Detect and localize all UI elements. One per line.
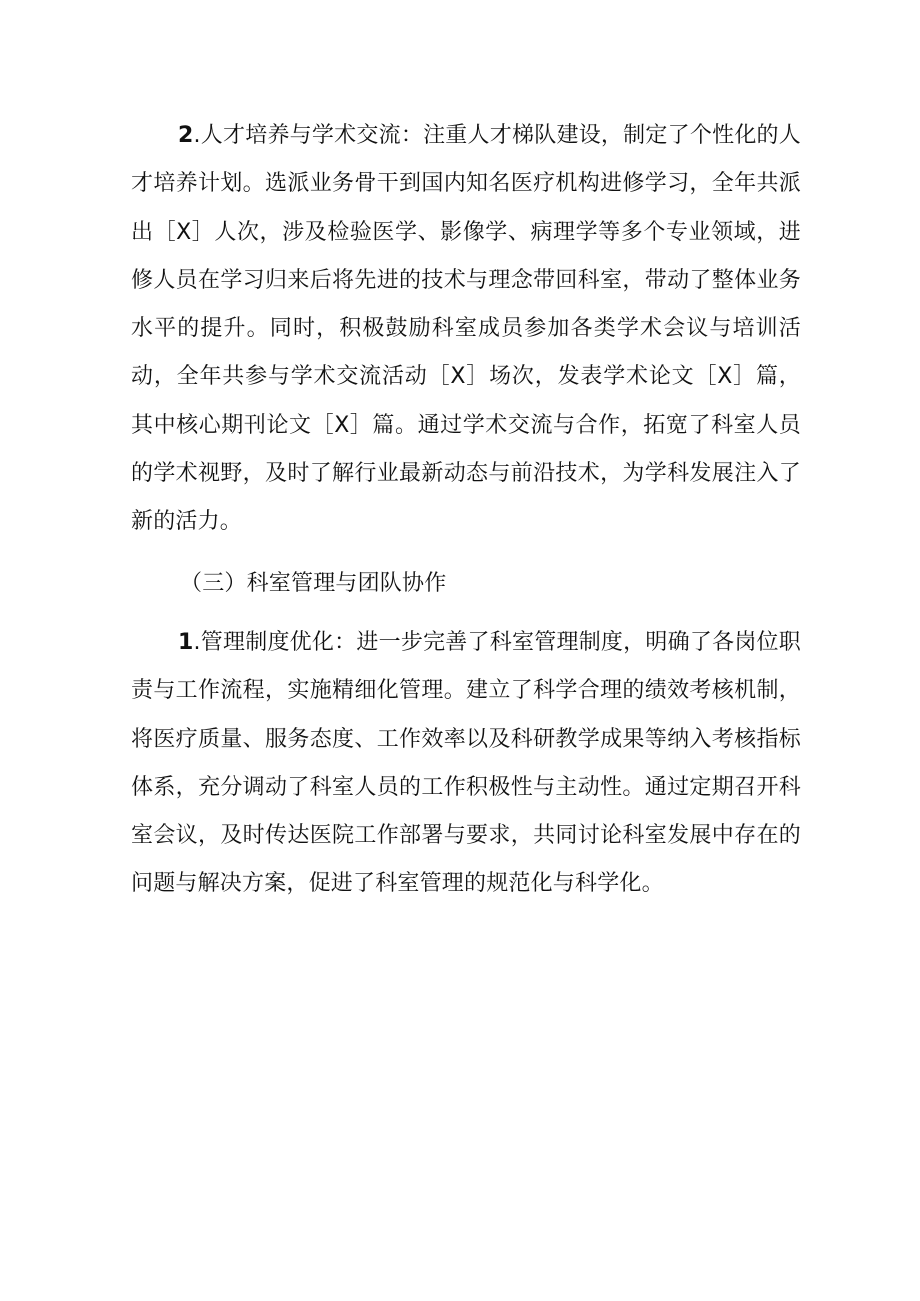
paragraph-text: .人才培养与学术交流：注重人才梯队建设，制定了个性化的人才培养计划。选派业务骨干到国内知名医疗机构进修学习，全年共派出［X］人次，涉及检验医学、影像学、病理学等多个专业领域，进修人员在学习归来后将先进的技术与理念带回科室，带动了整体业务水平的提升。同时，积极鼓励科室成员参加各类学术会议与培训活动，全年共参与学术交流活动［X］场次，发表学术论文［X］篇，其中核心期刊论文［X］篇。通过学术交流与合作，拓宽了科室人员的学术视野，及时了解行业最新动态与前沿技术，为学科发展注入了新的活力。 [131, 123, 801, 535]
item-number: 1 [178, 630, 194, 655]
paragraph-text: .管理制度优化：进一步完善了科室管理制度，明确了各岗位职责与工作流程，实施精细化管理。建立了科学合理的绩效考核机制，将医疗质量、服务态度、工作效率以及科研教学成果等纳入考核指标体系，充分调动了科室人员的工作积极性与主动性。通过定期召开科室会议，及时传达医院工作部署与要求，共同讨论科室发展中存在的问题与解决方案，促进了科室管理的规范化与科学化。 [131, 630, 801, 897]
paragraph-body [131, 112, 801, 547]
paragraph-talent-training [131, 112, 801, 547]
item-number: 2 [178, 123, 194, 148]
section-heading: （三）科室管理与团队协作 [180, 571, 447, 596]
paragraph-management-optimization [131, 619, 801, 909]
paragraph-body [131, 619, 801, 909]
